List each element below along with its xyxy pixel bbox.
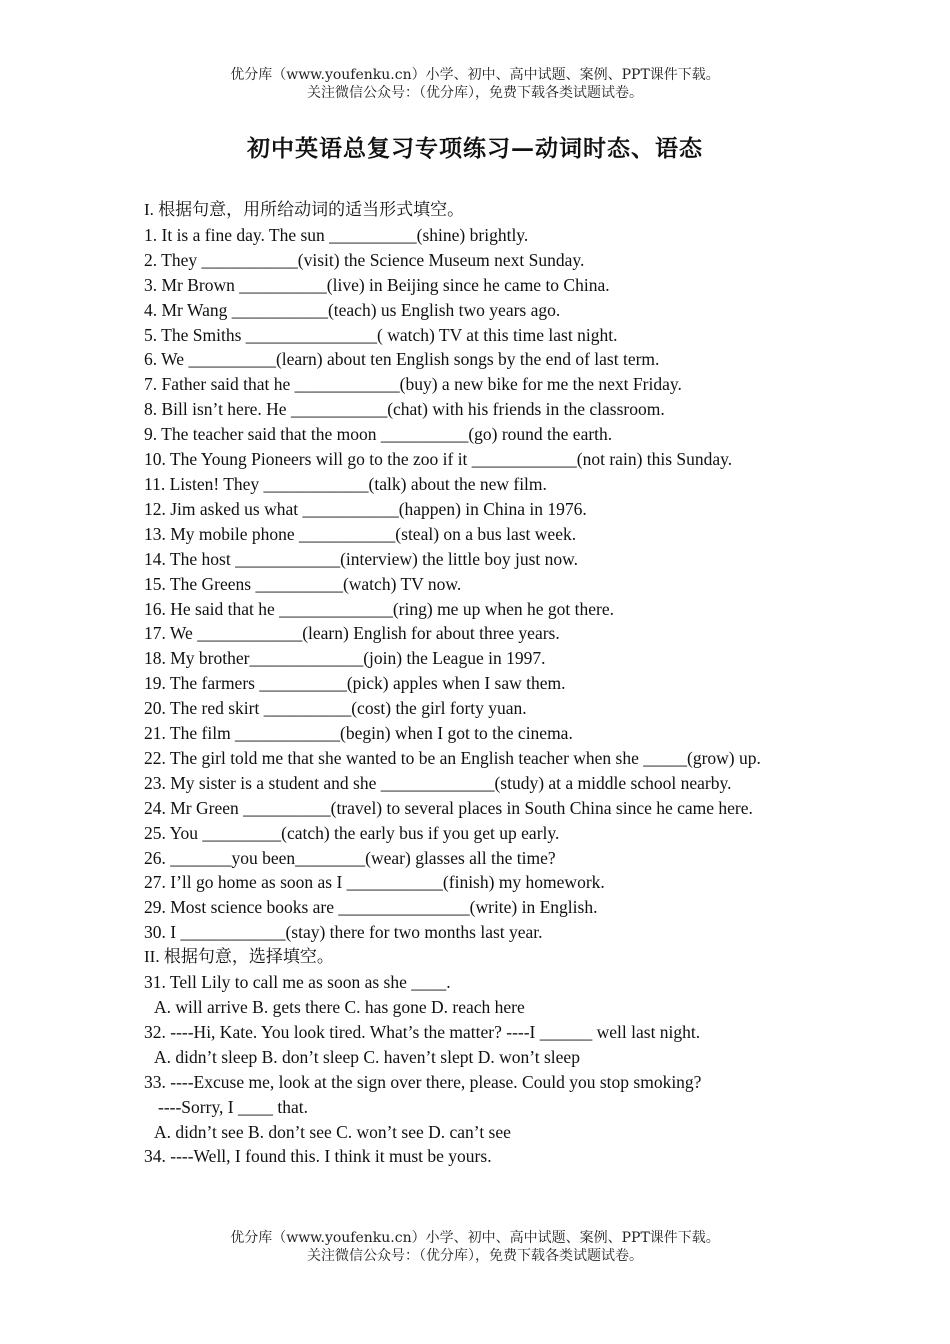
question-4: 4. Mr Wang ___________(teach) us English two years ago. [144, 299, 561, 320]
question-33-reply: ----Sorry, I ____ that. [158, 1096, 309, 1117]
question-26: 26. _______you been________(wear) glasses all the time? [144, 847, 556, 868]
question-31: 31. Tell Lily to call me as soon as she ____. [144, 972, 451, 993]
question-32-options: A. didn’t sleep B. don’t sleep C. haven’t slept D. won’t sleep [154, 1046, 580, 1067]
question-20: 20. The red skirt __________(cost) the girl forty yuan. [144, 698, 527, 719]
worksheet-content [144, 198, 806, 1169]
question-25: 25. You _________(catch) the early bus if you get up early. [144, 822, 560, 843]
section-2-heading: II. 根据句意，选择填空。 [144, 947, 334, 967]
page-header [0, 66, 950, 102]
question-13: 13. My mobile phone ___________(steal) on a bus last week. [144, 523, 577, 544]
question-8: 8. Bill isn’t here. He ___________(chat) with his friends in the classroom. [144, 399, 665, 420]
question-9: 9. The teacher said that the moon __________(go) round the earth. [144, 424, 613, 445]
question-33: 33. ----Excuse me, look at the sign over there, please. Could you stop smoking? [144, 1071, 702, 1092]
footer-line-1: 优分库（www.youfenku.cn）小学、初中、高中试题、案例、PPT课件下载。 [230, 1230, 720, 1246]
question-15: 15. The Greens __________(watch) TV now. [144, 573, 462, 594]
question-30: 30. I ____________(stay) there for two months last year. [144, 922, 543, 943]
question-22: 22. The girl told me that she wanted to be an English teacher when she _____(grow) up. [144, 747, 761, 768]
question-27: 27. I’ll go home as soon as I ___________(finish) my homework. [144, 872, 605, 893]
header-line-2: 关注微信公众号：（优分库），免费下载各类试题试卷。 [307, 85, 643, 101]
header-line-1: 优分库（www.youfenku.cn）小学、初中、高中试题、案例、PPT课件下载。 [230, 67, 720, 83]
question-32: 32. ----Hi, Kate. You look tired. What’s the matter? ----I ______ well last night. [144, 1021, 701, 1042]
question-11: 11. Listen! They ____________(talk) about the new film. [144, 473, 547, 494]
section-1-heading: I. 根据句意，用所给动词的适当形式填空。 [144, 200, 465, 219]
question-17: 17. We ____________(learn) English for about three years. [144, 623, 560, 644]
question-29: 29. Most science books are _______________(write) in English. [144, 897, 598, 918]
question-14: 14. The host ____________(interview) the little boy just now. [144, 548, 579, 569]
page-title: 初中英语总复习专项练习—动词时态、语态 [247, 135, 703, 162]
footer-line-2: 关注微信公众号：（优分库），免费下载各类试题试卷。 [307, 1248, 643, 1264]
question-33-options: A. didn’t see B. don’t see C. won’t see D. can’t see [154, 1121, 511, 1142]
question-10: 10. The Young Pioneers will go to the zoo if it ____________(not rain) this Sunday. [144, 449, 733, 470]
question-3: 3. Mr Brown __________(live) in Beijing since he came to China. [144, 274, 610, 295]
question-31-options: A. will arrive B. gets there C. has gone D. reach here [154, 997, 525, 1017]
page-footer [0, 1229, 950, 1265]
question-16: 16. He said that he _____________(ring) me up when he got there. [144, 598, 614, 619]
question-1: 1. It is a fine day. The sun __________(shine) brightly. [144, 224, 529, 245]
question-12: 12. Jim asked us what ___________(happen) in China in 1976. [144, 498, 587, 519]
question-2: 2. They ___________(visit) the Science Museum next Sunday. [144, 249, 585, 270]
question-21: 21. The film ____________(begin) when I got to the cinema. [144, 723, 573, 744]
question-34: 34. ----Well, I found this. I think it must be yours. [144, 1146, 492, 1167]
question-23: 23. My sister is a student and she _____________(study) at a middle school nearby. [144, 772, 732, 793]
question-5: 5. The Smiths _______________( watch) TV at this time last night. [144, 324, 618, 345]
question-18: 18. My brother_____________(join) the League in 1997. [144, 648, 546, 669]
question-19: 19. The farmers __________(pick) apples when I saw them. [144, 673, 566, 694]
question-24: 24. Mr Green __________(travel) to several places in South China since he came here. [144, 797, 753, 818]
question-7: 7. Father said that he ____________(buy) a new bike for me the next Friday. [144, 374, 682, 395]
question-6: 6. We __________(learn) about ten English songs by the end of last term. [144, 349, 660, 370]
